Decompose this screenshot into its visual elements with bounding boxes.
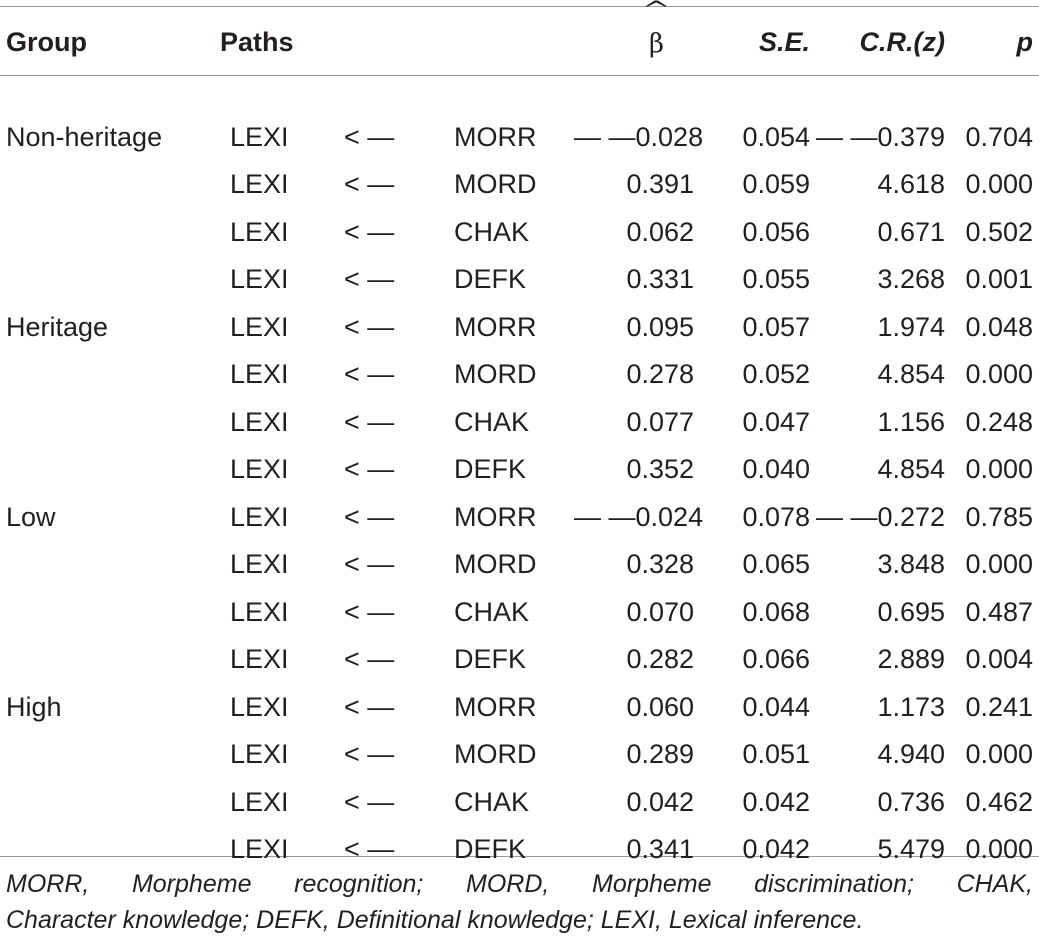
cell-group: Heritage xyxy=(6,311,109,342)
cell-se: 0.052 xyxy=(742,359,811,389)
cell-beta: 0.062 xyxy=(626,216,695,247)
cell-group xyxy=(0,399,220,447)
cell-p: 0.000 xyxy=(965,454,1034,484)
footnote-line-1: MORR, Morpheme recognition; MORD, Morpheme discrimination; CHAK, xyxy=(6,870,1033,898)
cell-to: MORR xyxy=(454,691,537,722)
cell-beta: 0.095 xyxy=(626,311,695,342)
cell-beta: 0.341 xyxy=(626,834,695,864)
header-beta xyxy=(574,0,694,66)
cell-group xyxy=(0,351,220,399)
cell-p: 0.462 xyxy=(965,786,1034,817)
table-row xyxy=(0,399,1039,447)
cell-cr: 3.848 xyxy=(877,549,946,579)
table-row xyxy=(0,114,1039,162)
cell-se: 0.056 xyxy=(742,216,811,247)
table-row xyxy=(0,684,1039,732)
cell-from: LEXI xyxy=(230,644,289,674)
cell-p: 0.001 xyxy=(965,264,1034,294)
cell-from: LEXI xyxy=(230,216,289,247)
cell-p: 0.502 xyxy=(965,216,1034,247)
cell-cr: — —0.272 xyxy=(815,501,946,532)
header-group: Group xyxy=(6,26,87,57)
cell-to: CHAK xyxy=(454,596,530,627)
cell-arrow: < — xyxy=(344,121,395,152)
cell-to: MORD xyxy=(454,549,537,579)
table-footnote xyxy=(6,866,1033,938)
cell-se: 0.078 xyxy=(742,501,811,532)
cell-from: LEXI xyxy=(230,169,289,199)
table-row xyxy=(0,494,1039,542)
cell-cr: 0.671 xyxy=(877,216,946,247)
cell-arrow: < — xyxy=(344,834,395,864)
cell-arrow: < — xyxy=(344,596,395,627)
cell-p: 0.487 xyxy=(965,596,1034,627)
table-row xyxy=(0,731,1039,779)
cell-p: 0.048 xyxy=(965,311,1034,342)
cell-p: 0.785 xyxy=(965,501,1034,532)
cell-from: LEXI xyxy=(230,834,289,864)
cell-to: DEFK xyxy=(454,454,527,484)
cell-arrow: < — xyxy=(344,216,395,247)
cell-se: 0.042 xyxy=(742,834,811,864)
cell-p: 0.000 xyxy=(965,739,1034,769)
cell-to: MORR xyxy=(454,501,537,532)
cell-group xyxy=(0,636,220,684)
cell-beta: 0.077 xyxy=(626,406,695,437)
cell-se: 0.042 xyxy=(742,786,811,817)
footnote-line-2: Character knowledge; DEFK, Definitional knowledge; LEXI, Lexical inference. xyxy=(6,906,864,934)
cell-from: LEXI xyxy=(230,406,289,437)
cell-from: LEXI xyxy=(230,786,289,817)
cell-p: 0.000 xyxy=(965,549,1034,579)
cell-p: 0.248 xyxy=(965,406,1034,437)
cell-from: LEXI xyxy=(230,691,289,722)
cell-group xyxy=(0,161,220,209)
table-row xyxy=(0,446,1039,494)
cell-arrow: < — xyxy=(344,549,395,579)
cell-to: MORD xyxy=(454,739,537,769)
table-row xyxy=(0,541,1039,589)
cell-from: LEXI xyxy=(230,359,289,389)
cell-from: LEXI xyxy=(230,739,289,769)
cell-to: MORD xyxy=(454,359,537,389)
table-row xyxy=(0,636,1039,684)
cell-beta: — —0.024 xyxy=(574,501,704,532)
cell-arrow: < — xyxy=(344,359,395,389)
cell-beta: 0.282 xyxy=(626,644,695,674)
header-cr: C.R.(z) xyxy=(859,26,946,57)
cell-beta: 0.070 xyxy=(626,596,695,627)
cell-se: 0.040 xyxy=(742,454,811,484)
cell-cr: 1.974 xyxy=(877,311,946,342)
cell-cr: 0.695 xyxy=(877,596,946,627)
cell-beta: 0.328 xyxy=(626,549,695,579)
cell-group: Non-heritage xyxy=(6,121,163,152)
cell-p: 0.000 xyxy=(965,834,1034,864)
cell-beta: 0.391 xyxy=(626,169,695,199)
cell-cr: 1.156 xyxy=(877,406,946,437)
cell-to: DEFK xyxy=(454,834,527,864)
cell-to: MORR xyxy=(454,311,537,342)
cell-cr: 5.479 xyxy=(877,834,946,864)
cell-se: 0.057 xyxy=(742,311,811,342)
cell-se: 0.047 xyxy=(742,406,811,437)
cell-beta: 0.289 xyxy=(626,739,695,769)
cell-se: 0.059 xyxy=(742,169,811,199)
cell-se: 0.054 xyxy=(742,121,811,152)
cell-se: 0.044 xyxy=(742,691,811,722)
header-row xyxy=(0,18,1039,66)
cell-p: 0.000 xyxy=(965,359,1034,389)
top-rule xyxy=(0,6,1039,7)
cell-group xyxy=(0,209,220,257)
cell-beta: 0.042 xyxy=(626,786,695,817)
cell-beta: 0.352 xyxy=(626,454,695,484)
cell-cr: 3.268 xyxy=(877,264,946,294)
cell-cr: 0.736 xyxy=(877,786,946,817)
cell-to: CHAK xyxy=(454,406,530,437)
cell-cr: 4.854 xyxy=(877,454,946,484)
cell-to: DEFK xyxy=(454,644,527,674)
table-row xyxy=(0,161,1039,209)
cell-cr: 2.889 xyxy=(877,644,946,674)
cell-to: DEFK xyxy=(454,264,527,294)
table-row xyxy=(0,589,1039,637)
cell-from: LEXI xyxy=(230,501,289,532)
beta-hat-symbol: ^ β xyxy=(641,0,671,59)
cell-se: 0.066 xyxy=(742,644,811,674)
cell-se: 0.055 xyxy=(742,264,811,294)
cell-p: 0.241 xyxy=(965,691,1034,722)
cell-cr: 4.940 xyxy=(877,739,946,769)
cell-p: 0.004 xyxy=(965,644,1034,674)
cell-p: 0.000 xyxy=(965,169,1034,199)
cell-to: MORD xyxy=(454,169,537,199)
cell-se: 0.065 xyxy=(742,549,811,579)
cell-group xyxy=(0,541,220,589)
cell-cr: 4.854 xyxy=(877,359,946,389)
header-p: p xyxy=(1016,26,1034,57)
cell-arrow: < — xyxy=(344,311,395,342)
cell-group: High xyxy=(6,691,62,722)
table-row xyxy=(0,209,1039,257)
cell-group: Low xyxy=(6,501,56,532)
header-paths: Paths xyxy=(220,26,294,57)
cell-to: MORR xyxy=(454,121,537,152)
header-se: S.E. xyxy=(758,26,811,57)
cell-from: LEXI xyxy=(230,264,289,294)
cell-arrow: < — xyxy=(344,406,395,437)
cell-beta: 0.331 xyxy=(626,264,695,294)
cell-arrow: < — xyxy=(344,739,395,769)
cell-beta: 0.278 xyxy=(626,359,695,389)
cell-group xyxy=(0,446,220,494)
table-row xyxy=(0,779,1039,827)
cell-p: 0.704 xyxy=(965,121,1034,152)
cell-group xyxy=(0,256,220,304)
cell-se: 0.051 xyxy=(742,739,811,769)
cell-se: 0.068 xyxy=(742,596,811,627)
cell-to: CHAK xyxy=(454,786,530,817)
cell-group xyxy=(0,589,220,637)
cell-from: LEXI xyxy=(230,454,289,484)
cell-cr: 1.173 xyxy=(877,691,946,722)
cell-beta: — —0.028 xyxy=(574,121,704,152)
table-body xyxy=(0,114,1039,874)
cell-arrow: < — xyxy=(344,454,395,484)
table-row xyxy=(0,351,1039,399)
cell-from: LEXI xyxy=(230,311,289,342)
cell-group xyxy=(0,731,220,779)
cell-arrow: < — xyxy=(344,169,395,199)
cell-arrow: < — xyxy=(344,264,395,294)
cell-from: LEXI xyxy=(230,596,289,627)
cell-from: LEXI xyxy=(230,121,289,152)
cell-cr: — —0.379 xyxy=(815,121,946,152)
cell-arrow: < — xyxy=(344,786,395,817)
cell-from: LEXI xyxy=(230,549,289,579)
cell-arrow: < — xyxy=(344,691,395,722)
table-row xyxy=(0,304,1039,352)
table-row xyxy=(0,256,1039,304)
cell-group xyxy=(0,779,220,827)
cell-cr: 4.618 xyxy=(877,169,946,199)
cell-arrow: < — xyxy=(344,501,395,532)
cell-beta: 0.060 xyxy=(626,691,695,722)
cell-arrow: < — xyxy=(344,644,395,674)
cell-to: CHAK xyxy=(454,216,530,247)
